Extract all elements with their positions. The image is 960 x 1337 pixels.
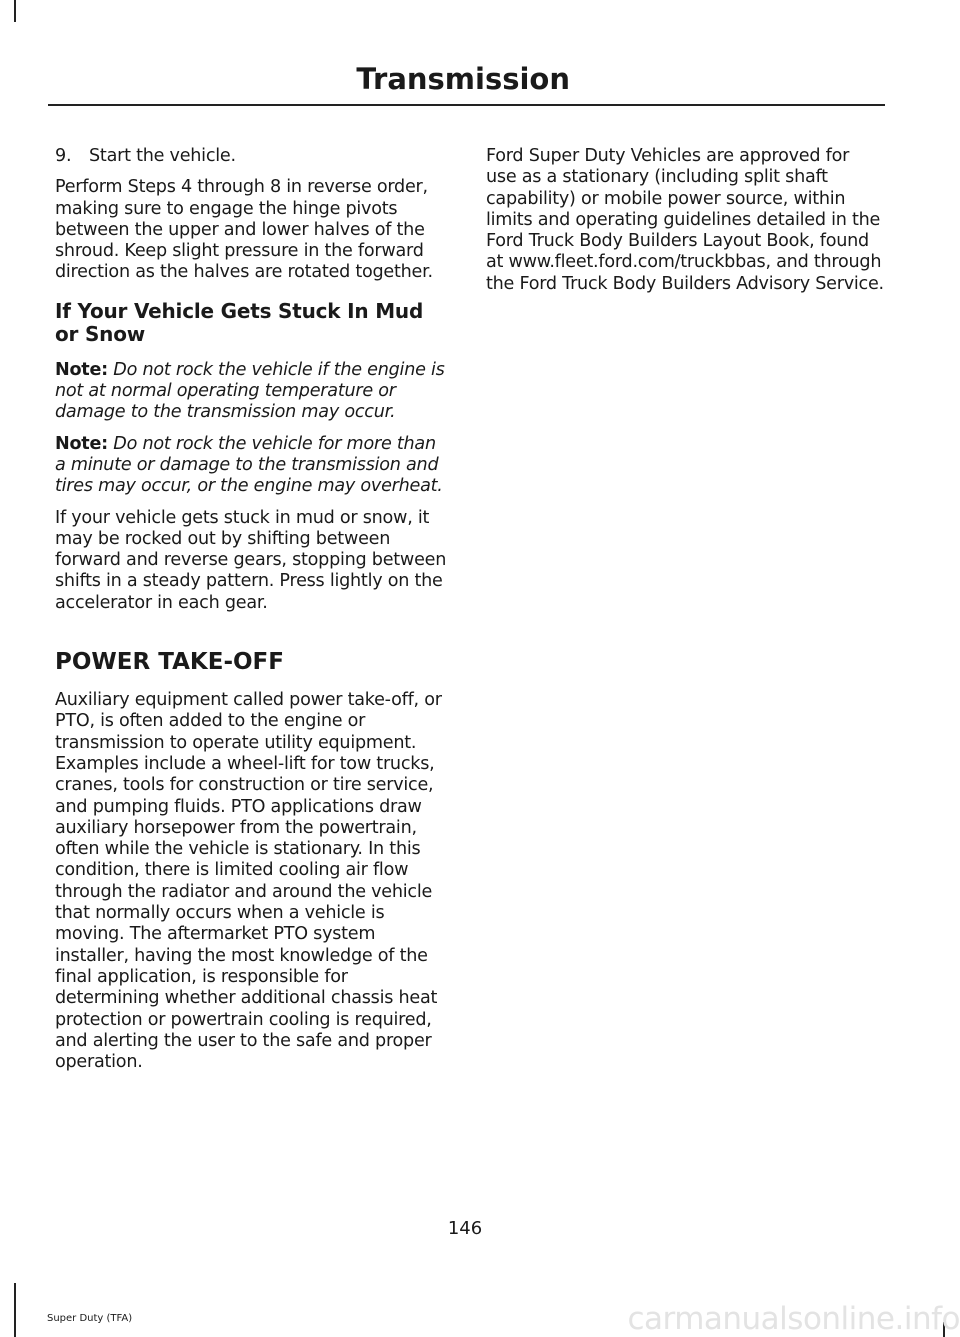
header-rule <box>48 104 885 106</box>
note-rock-temperature <box>55 360 449 424</box>
step-number: 9. <box>55 146 72 166</box>
stuck-in-mud-heading: If Your Vehicle Gets Stuck In Mud or Snow <box>55 298 424 346</box>
pto-paragraph: Auxiliary equipment called power take-off, or PTO, is often added to the engine or transmission to operate utility equipment. Examples include a wheel-lift for tow trucks, cranes, tools for construction or tire service, and pumping fluids. PTO applications draw auxiliary horsepower from the powertrain, often while the vehicle is stationary. In this condition, there is limited cooling air flow through the radiator and around the vehicle that normally occurs when a vehicle is moving. The aftermarket PTO system installer, having the most knowledge of the final application, is responsible for determining whether additional chassis heat protection or powertrain cooling is required, and alerting the user to the safe and proper operation. <box>55 690 442 1073</box>
approved-use-paragraph: Ford Super Duty Vehicles are approved for use as a stationary (including split shaft capability) or mobile power source, within limits and operating guidelines detailed in the Ford Truck Body Builders Layout Book, found at www.fleet.ford.com/truckbbas, and through the Ford Truck Body Builders Advisory Service. <box>486 146 884 294</box>
crop-mark-top-left-vertical <box>14 0 16 22</box>
step-item <box>55 146 449 167</box>
note-rock-duration <box>55 434 449 498</box>
footer-model-label: Super Duty (TFA) <box>47 1313 133 1324</box>
note-text: Do not rock the vehicle for more than a minute or damage to the transmission and tires may occur, or the engine may overheat. <box>55 433 443 497</box>
note-label: Note: <box>55 359 108 380</box>
rocking-paragraph: If your vehicle gets stuck in mud or snow, it may be rocked out by shifting between forward and reverse gears, stopping between shifts in a steady pattern. Press lightly on the accelerator in each gear. <box>55 507 447 613</box>
page-number: 146 <box>447 1218 483 1239</box>
note-label: Note: <box>55 433 108 454</box>
step-text: Start the vehicle. <box>89 146 236 166</box>
note-text: Do not rock the vehicle if the engine is not at normal operating temperature or damage to the transmission may occur. <box>55 359 445 423</box>
crop-mark-bottom-left-vertical <box>14 1283 16 1337</box>
reverse-order-paragraph: Perform Steps 4 through 8 in reverse order, making sure to engage the hinge pivots between the upper and lower halves of the shroud. Keep slight pressure in the forward direction as the halves are rotated together. <box>55 177 433 283</box>
page-title: Transmission <box>356 62 570 96</box>
power-take-off-heading: POWER TAKE-OFF <box>55 649 284 676</box>
left-column <box>55 146 449 1083</box>
right-column <box>486 146 884 305</box>
watermark: carmanualsonline.info <box>627 1301 960 1337</box>
